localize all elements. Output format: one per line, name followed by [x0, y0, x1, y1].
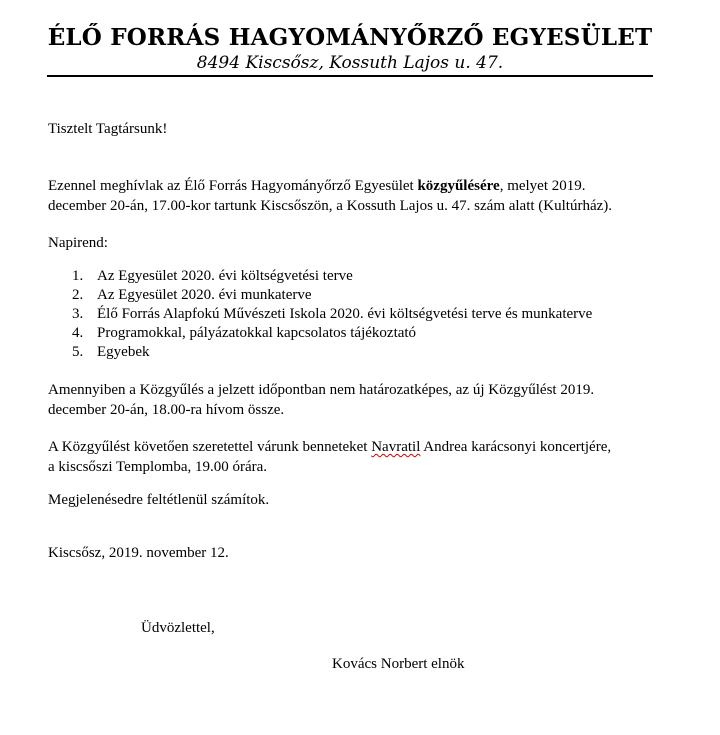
invitation-text: , melyet 2019.: [499, 178, 586, 194]
agenda-item-number: 3.: [72, 306, 84, 322]
attendance-paragraph: Megjelenésedre feltétlenül számítok.: [48, 492, 270, 508]
agenda-item-number: 4.: [72, 325, 84, 341]
agenda-item-text: Élő Forrás Alapfokú Művészeti Iskola 2020. évi költségvetési terve és munkaterve: [97, 306, 593, 322]
organization-address: 8494 Kiscsősz, Kossuth Lajos u. 47.: [196, 53, 504, 73]
signature: Kovács Norbert elnök: [332, 656, 465, 672]
agenda-item-text: Programokkal, pályázatokkal kapcsolatos tájékoztató: [97, 325, 417, 341]
organization-name: ÉLŐ FORRÁS HAGYOMÁNYŐRZŐ EGYESÜLET: [47, 24, 653, 51]
letterhead: [47, 24, 653, 74]
concert-paragraph: [48, 437, 611, 477]
concert-line-1: [48, 437, 611, 457]
agenda-item: [72, 305, 592, 324]
agenda-label: Napirend:: [48, 235, 108, 251]
salutation: Tisztelt Tagtársunk!: [48, 121, 168, 137]
concert-text: Andrea karácsonyi koncertjére,: [420, 439, 612, 455]
closing: Üdvözlettel,: [141, 620, 215, 636]
agenda-item-number: 1.: [72, 268, 84, 284]
agenda-item-text: Egyebek: [97, 344, 150, 360]
quorum-line-1: Amennyiben a Közgyűlés a jelzett időpontban nem határozatképes, az új Közgyűlést 2019.: [48, 382, 595, 398]
concert-text: A Közgyűlést követően szeretettel várunk benneteket: [48, 439, 372, 455]
invitation-paragraph: [48, 176, 612, 216]
agenda-item-number: 5.: [72, 344, 84, 360]
agenda-item-text: Az Egyesület 2020. évi költségvetési terve: [97, 268, 353, 284]
letterhead-divider: [47, 75, 653, 77]
agenda-item: [72, 324, 592, 343]
invitation-text: Ezennel meghívlak az Élő Forrás Hagyományőrző Egyesület: [48, 178, 418, 194]
agenda-item: [72, 267, 592, 286]
invitation-line-2: december 20-án, 17.00-kor tartunk Kiscsőszön, a Kossuth Lajos u. 47. szám alatt (Kultúrház).: [48, 198, 613, 214]
invitation-line-1: [48, 176, 612, 196]
quorum-paragraph: [48, 380, 594, 420]
agenda-item-number: 2.: [72, 287, 84, 303]
invitation-bold-term: közgyűlésére: [417, 178, 500, 194]
agenda-list: [72, 267, 592, 362]
quorum-line-2: december 20-án, 18.00-ra hívom össze.: [48, 402, 285, 418]
place-and-date: Kiscsősz, 2019. november 12.: [48, 545, 229, 561]
agenda-item-text: Az Egyesület 2020. évi munkaterve: [97, 287, 312, 303]
spellcheck-flagged-word[interactable]: Navratil: [371, 439, 421, 455]
concert-line-2: a kiscsőszi Templomba, 19.00 órára.: [48, 459, 268, 475]
agenda-item: [72, 343, 592, 362]
agenda-item: [72, 286, 592, 305]
